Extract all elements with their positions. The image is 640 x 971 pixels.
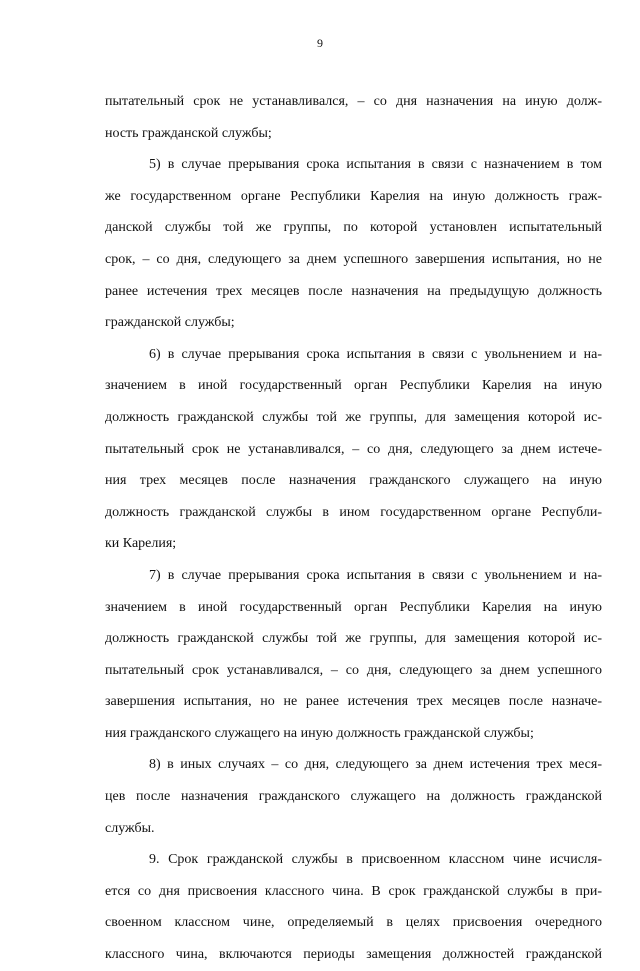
text-line: же государственном органе Республики Карелия на иную должность граж- [105,188,602,204]
text-line: своенном классном чине, определяемый в целях присвоения очередного [105,915,602,931]
text-line: должность гражданской службы той же группы, для замещения которой ис- [105,631,602,647]
text-line: классного чина, включаются периоды замещения должностей гражданской [105,947,602,963]
text-line: ется со дня присвоения классного чина. В срок гражданской службы в при- [105,883,602,899]
text-line: гражданской службы; [105,315,235,331]
text-line: данской службы той же группы, по которой установлен испытательный [105,220,602,236]
text-line: 7) в случае прерывания срока испытания в связи с увольнением и на- [149,567,602,583]
text-line: службы. [105,820,155,836]
text-line: должность гражданской службы той же группы, для замещения которой ис- [105,409,602,425]
text-line: должность гражданской службы в ином государственном органе Республи- [105,504,602,520]
text-line: завершения испытания, но не ранее истечения трех месяцев после назначе- [105,694,602,710]
text-line: 8) в иных случаях – со дня, следующего за днем истечения трех меся- [149,757,602,773]
text-line: 9. Срок гражданской службы в присвоенном классном чине исчисля- [149,852,602,868]
text-line: ния трех месяцев после назначения гражданского служащего на иную [105,473,602,489]
text-line: пытательный срок не устанавливался, – со дня назначения на иную долж- [105,94,602,109]
text-line: значением в иной государственный орган Республики Карелия на иную [105,378,602,394]
text-line: значением в иной государственный орган Республики Карелия на иную [105,599,602,615]
text-line: пытательный срок устанавливался, – со дня, следующего за днем успешного [105,662,602,678]
text-line: пытательный срок не устанавливался, – со дня, следующего за днем истече- [105,441,602,457]
text-line: 6) в случае прерывания срока испытания в связи с увольнением и на- [149,346,602,362]
page-number: 9 [317,36,323,50]
text-line: срок, – со дня, следующего за днем успешного завершения испытания, но не [105,251,602,267]
text-line: ранее истечения трех месяцев после назначения на предыдущую должность [105,283,602,299]
text-line: ния гражданского служащего на иную должность гражданской службы; [105,725,534,741]
text-line: ки Карелия; [105,536,177,552]
text-line: цев после назначения гражданского служащего на должность гражданской [105,789,602,805]
document-body [105,86,602,971]
text-line: ность гражданской службы; [105,125,272,141]
text-line: 5) в случае прерывания срока испытания в связи с назначением в том [149,157,602,173]
